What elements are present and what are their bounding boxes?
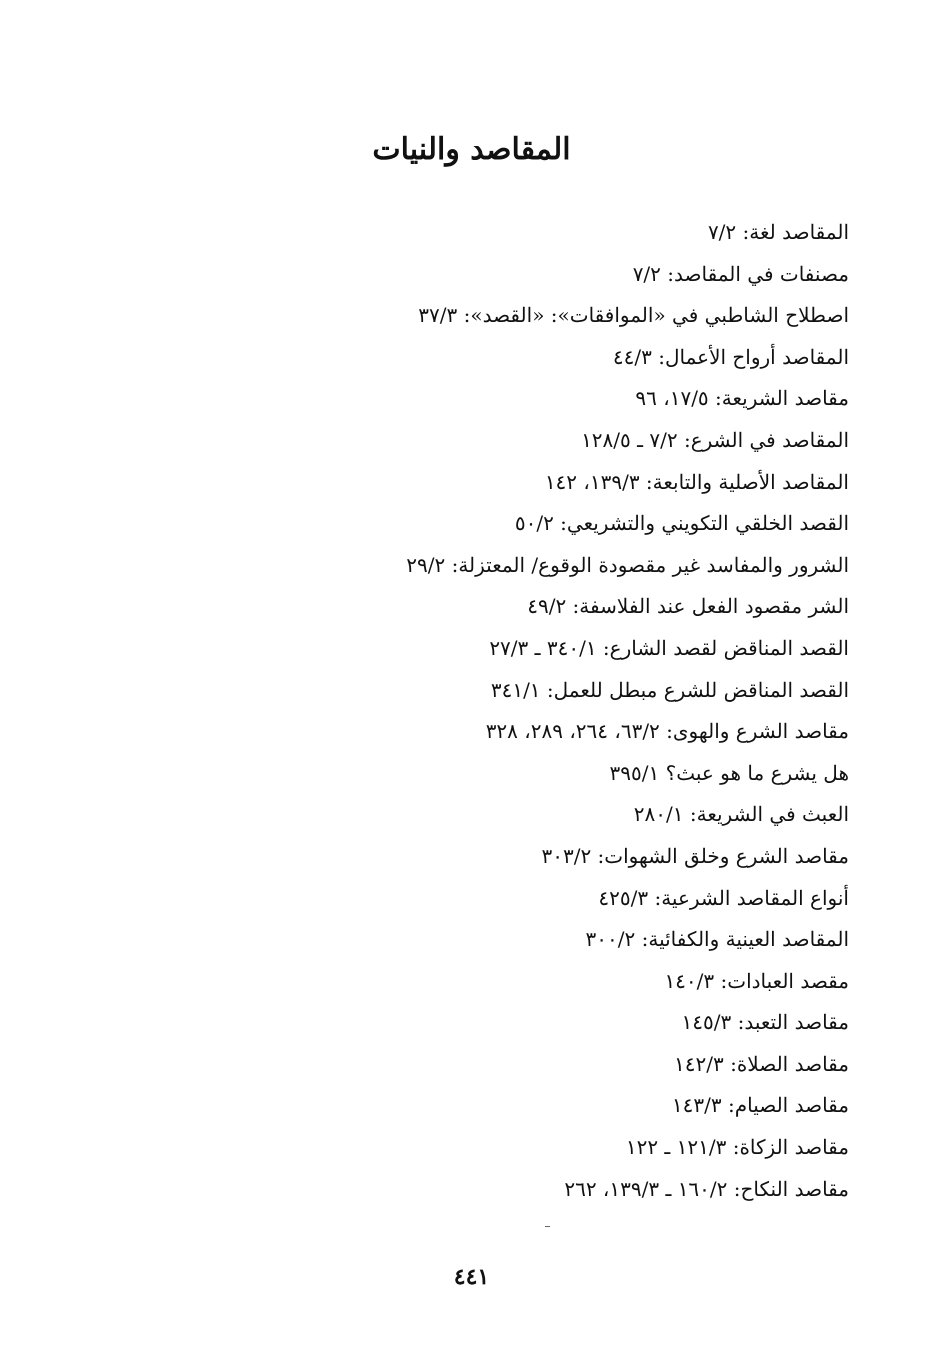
index-entry: المقاصد الأصلية والتابعة: ١٣٩/٣، ١٤٢ xyxy=(544,469,849,494)
index-entry: الشر مقصود الفعل عند الفلاسفة: ٤٩/٢ xyxy=(527,594,849,619)
page-title: المقاصد والنيات xyxy=(372,132,571,167)
page-number: ٤٤١ xyxy=(453,1264,490,1290)
index-entry: مقاصد الشريعة: ١٧/٥، ٩٦ xyxy=(635,386,849,411)
index-entry: مقاصد الصلاة: ١٤٢/٣ xyxy=(674,1051,849,1076)
index-entry: مقاصد الزكاة: ١٢١/٣ ـ ١٢٢ xyxy=(625,1135,849,1160)
index-entry-list xyxy=(289,212,849,1210)
index-entry: مقاصد النكاح: ١٦٠/٢ ـ ١٣٩/٣، ٢٦٢ xyxy=(564,1176,849,1201)
index-entry: المقاصد لغة: ٧/٢ xyxy=(707,220,849,244)
index-entry: هل يشرع ما هو عبث؟ ٣٩٥/١ xyxy=(609,760,849,785)
index-entry: المقاصد العينية والكفائية: ٣٠٠/٢ xyxy=(585,927,849,952)
index-entry: مقصد العبادات: ١٤٠/٣ xyxy=(664,968,849,993)
index-entry: المقاصد في الشرع: ٧/٢ ـ ١٢٨/٥ xyxy=(581,427,849,452)
index-entry: القصد المناقض للشرع مبطل للعمل: ٣٤١/١ xyxy=(490,677,849,702)
print-speck xyxy=(545,1226,550,1227)
index-entry: اصطلاح الشاطبي في «الموافقات»: «القصد»: ٣٧/٣ xyxy=(418,303,849,328)
index-entry: مقاصد الشرع وخلق الشهوات: ٣٠٣/٢ xyxy=(541,843,849,868)
index-entry: القصد المناقض لقصد الشارع: ٣٤٠/١ ـ ٢٧/٣ xyxy=(489,635,849,660)
index-entry: العبث في الشريعة: ٢٨٠/١ xyxy=(633,802,849,827)
index-entry: مقاصد الشرع والهوى: ٦٣/٢، ٢٦٤، ٢٨٩، ٣٢٨ xyxy=(485,719,849,744)
index-entry: الشرور والمفاسد غير مقصودة الوقوع/ المعتزلة: ٢٩/٢ xyxy=(406,552,849,577)
index-entry: مصنفات في المقاصد: ٧/٢ xyxy=(632,261,849,286)
index-entry: مقاصد الصيام: ١٤٣/٣ xyxy=(671,1093,849,1118)
index-entry: مقاصد التعبد: ١٤٥/٣ xyxy=(681,1010,849,1035)
index-entry: أنواع المقاصد الشرعية: ٤٢٥/٣ xyxy=(598,885,849,910)
index-entry: القصد الخلقي التكويني والتشريعي: ٥٠/٢ xyxy=(514,511,849,536)
index-entry: المقاصد أرواح الأعمال: ٤٤/٣ xyxy=(612,344,849,369)
